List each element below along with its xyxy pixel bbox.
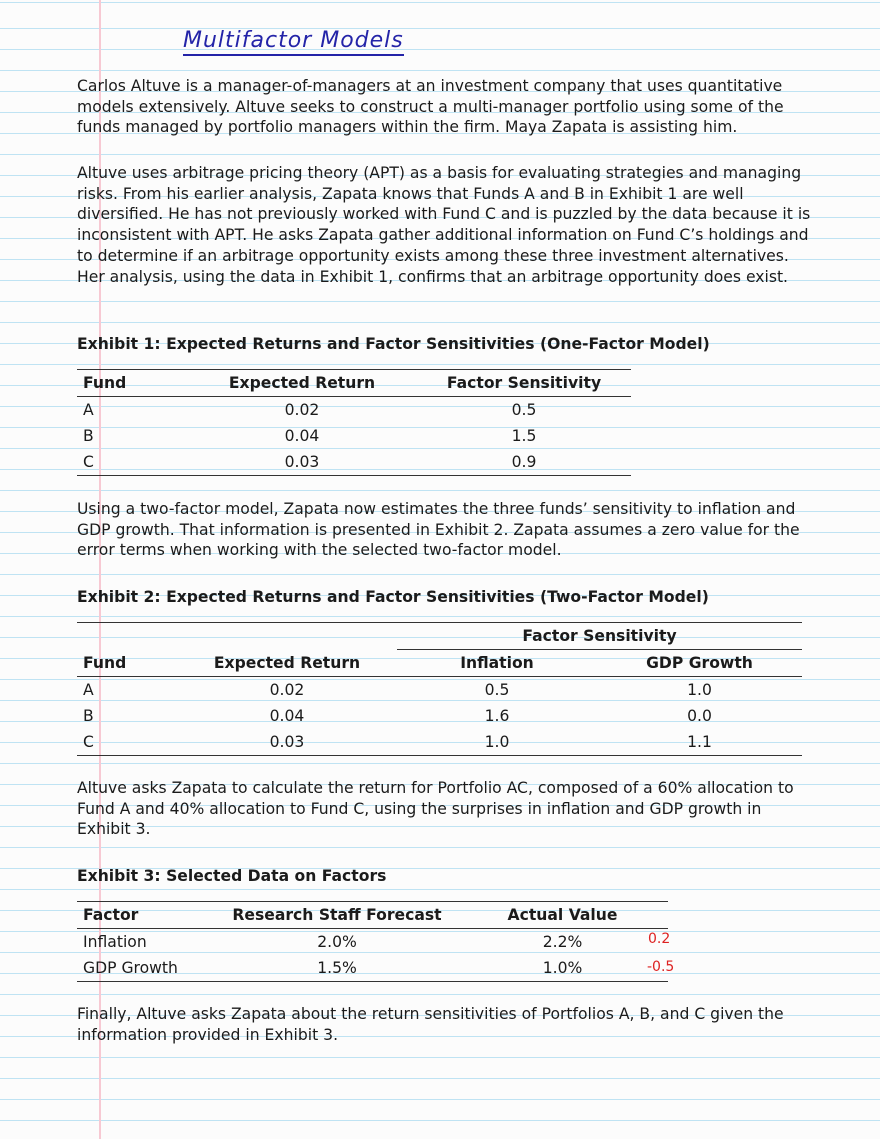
table-row xyxy=(77,677,802,704)
table-row xyxy=(77,397,631,424)
table-cell: 1.1 xyxy=(687,733,712,751)
table-cell: 0.02 xyxy=(284,401,320,419)
table-cell: 1.6 xyxy=(484,707,510,725)
table-row xyxy=(77,423,631,449)
table-cell: A xyxy=(83,401,94,419)
exhibit3-title: Exhibit 3: Selected Data on Factors xyxy=(77,867,387,885)
column-header: Fund xyxy=(83,653,127,672)
table-cell: 1.5% xyxy=(317,959,357,977)
column-header: Actual Value xyxy=(507,906,618,924)
table-cell: 0.04 xyxy=(269,707,305,725)
table-cell: Inflation xyxy=(83,933,147,951)
table-row xyxy=(77,729,802,756)
table-cell: 2.0% xyxy=(317,933,357,951)
column-header: Factor xyxy=(83,906,139,924)
exhibit3-table xyxy=(77,901,671,982)
table-cell: 1.0% xyxy=(542,959,583,977)
column-header: Factor Sensitivity xyxy=(446,374,602,392)
table-cell: 2.2% xyxy=(542,933,583,951)
table-cell: 1.0 xyxy=(687,681,712,699)
table-row xyxy=(77,955,668,982)
table-cell: C xyxy=(83,733,94,751)
apt-paragraph: Altuve uses arbitrage pricing theory (APT) as a basis for evaluating strategies and managing risks. From his earlier analysis, Zapata knows that Funds A and B in Exhibit 1 are well diversified. He has not previously worked with Fund C and is puzzled by the data because it is inconsistent with APT. He asks Zapata gather additional information on Fund C’s holdings and to determine if an arbitrage opportunity exists among these three investment alternatives. Her analysis, using the data in Exhibit 1, confirms that an arbitrage opportunity does exist. xyxy=(77,164,811,286)
portfolio-ac-paragraph: Altuve asks Zapata to calculate the return for Portfolio AC, composed of a 60% allocation to Fund A and 40% allocation to Fund C, using the surprises in inflation and GDP growth in Exhibit 3. xyxy=(77,779,794,839)
table-cell: 1.0 xyxy=(484,733,510,751)
table-cell: 0.0 xyxy=(687,707,712,725)
table-cell: 0.9 xyxy=(511,453,537,471)
column-header: Research Staff Forecast xyxy=(232,906,442,924)
table-cell: GDP Growth xyxy=(83,959,178,977)
table-cell: 0.5 xyxy=(484,681,510,699)
table-header-row xyxy=(77,650,802,677)
column-header: Inflation xyxy=(460,654,534,672)
table-header-row xyxy=(77,370,631,397)
table-cell: 0.02 xyxy=(269,681,305,699)
exhibit2-table xyxy=(77,622,802,756)
table-header-row xyxy=(77,902,668,929)
handwritten-annotation: 0.2 xyxy=(648,931,671,947)
table-group-header-row xyxy=(77,623,802,650)
column-header: Fund xyxy=(83,374,127,392)
page-title: Multifactor Models xyxy=(183,28,404,56)
table-cell: 1.5 xyxy=(511,427,537,445)
table-row xyxy=(77,449,631,476)
two-factor-paragraph: Using a two-factor model, Zapata now estimates the three funds’ sensitivity to inflation and GDP growth. That information is presented in Exhibit 2. Zapata assumes a zero value for the error terms when working with the selected two-factor model. xyxy=(77,500,800,560)
table-cell: 0.5 xyxy=(511,401,537,419)
closing-paragraph: Finally, Altuve asks Zapata about the return sensitivities of Portfolios A, B, and C given the information provided in Exhibit 3. xyxy=(77,1005,784,1044)
table-row xyxy=(77,703,802,729)
handwritten-annotation: -0.5 xyxy=(647,959,675,975)
exhibit2-title: Exhibit 2: Expected Returns and Factor Sensitivities (Two-Factor Model) xyxy=(77,588,709,606)
table-cell: C xyxy=(83,453,94,471)
column-header: Expected Return xyxy=(228,374,376,392)
factor-sensitivity-group-header: Factor Sensitivity xyxy=(397,623,802,650)
exhibit1-table xyxy=(77,369,631,476)
exhibit1-title: Exhibit 1: Expected Returns and Factor Sensitivities (One-Factor Model) xyxy=(77,335,710,353)
table-cell: 0.03 xyxy=(284,453,320,471)
table-cell: B xyxy=(83,427,94,445)
intro-paragraph: Carlos Altuve is a manager-of-managers at an investment company that uses quantitative models extensively. Altuve seeks to construct a multi-manager portfolio using some of the funds managed by portfolio managers within the firm. Maya Zapata is assisting him. xyxy=(77,77,784,137)
table-cell: 0.03 xyxy=(269,733,305,751)
table-cell: B xyxy=(83,707,94,725)
column-header: GDP Growth xyxy=(646,654,753,672)
table-cell: A xyxy=(83,681,94,699)
table-cell: 0.04 xyxy=(284,427,320,445)
column-header: Expected Return xyxy=(213,653,361,672)
table-row xyxy=(77,929,668,956)
